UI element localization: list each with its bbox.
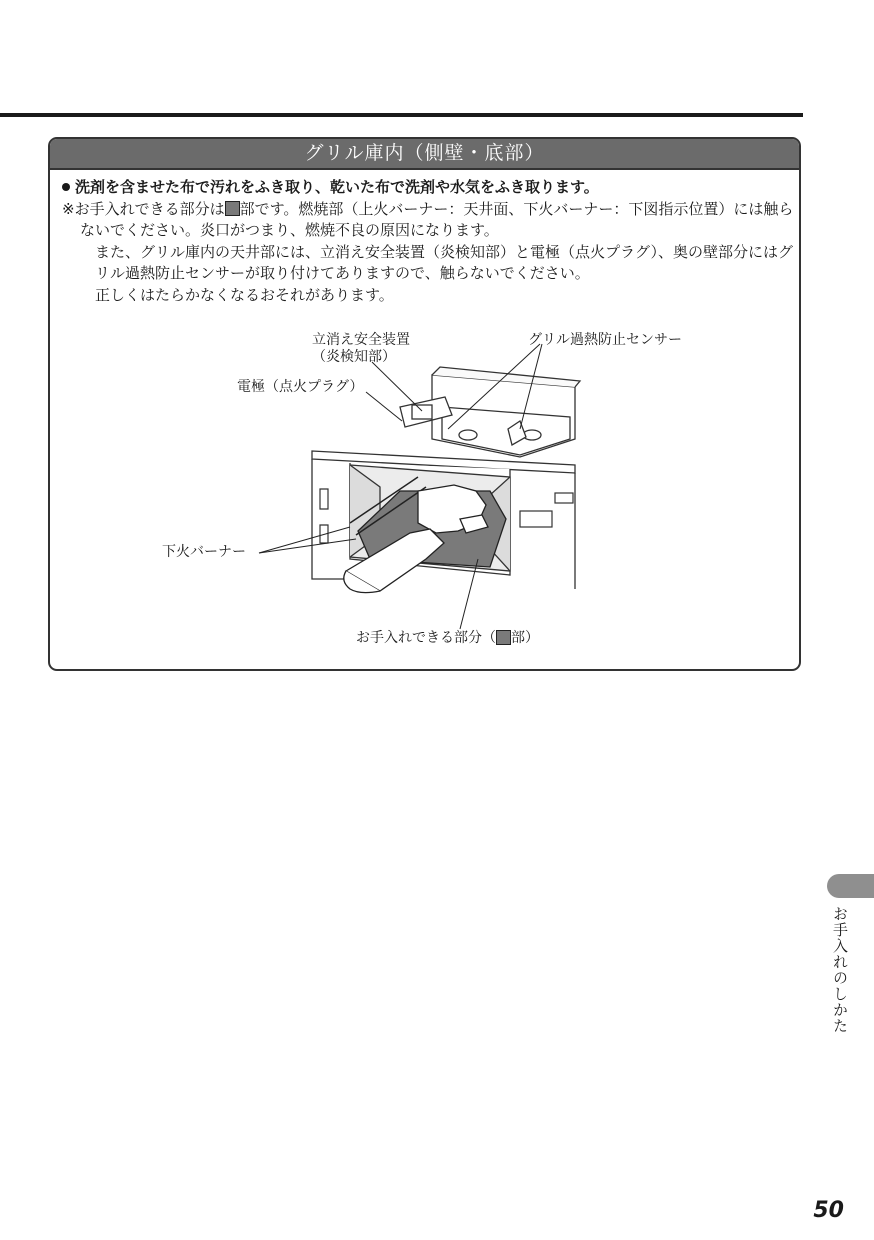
label-cleanable-before: お手入れできる部分（ <box>356 630 496 646</box>
label-cleanable-after: 部） <box>511 630 539 646</box>
grill-top-structure <box>400 367 580 457</box>
label-lower-burner: 下火バーナー <box>162 544 246 560</box>
grill-cleaning-illustration <box>50 139 801 671</box>
label-overheat-sensor: グリル過熱防止センサー <box>528 332 682 348</box>
label-flame-safety-line1: 立消え安全装置 <box>312 332 410 348</box>
label-cleanable-area <box>356 630 539 647</box>
label-electrode: 電極（点火プラグ） <box>237 379 364 395</box>
note-text-before-swatch: ※お手入れできる部分は <box>62 199 225 218</box>
note-line-2: また、グリル庫内の天井部には、立消え安全装置（炎検知部）と電極（点火プラグ）、奥の壁部分にはグリル過熱防止センサーが取り付けてありますので、触らないでください。 <box>95 242 793 282</box>
grill-interior-panel <box>48 137 801 671</box>
flame-safety-leader <box>372 362 422 411</box>
bullet-text: 洗剤を含ませた布で汚れをふき取り、乾いた布で洗剤や水気をふき取ります。 <box>75 178 599 196</box>
section-title: グリル庫内（側壁・底部） <box>50 139 799 170</box>
electrode-leader <box>366 392 402 421</box>
side-tab-label: お手入れのしかた <box>831 906 849 1034</box>
label-flame-safety <box>312 332 410 366</box>
label-flame-safety-line2: （炎検知部） <box>312 349 396 365</box>
top-rule <box>0 113 803 117</box>
page-number: 50 <box>813 1198 844 1223</box>
gray-swatch-icon <box>496 630 511 645</box>
note-text-after-swatch: 部です。燃焼部（上火バーナー：天井面、下火バーナー：下図指示位置）には触らないでください。炎口がつまり、燃焼不良の原因になります。 <box>80 199 794 239</box>
side-tab <box>827 874 874 898</box>
note-line-3: 正しくはたらかなくなるおそれがあります。 <box>95 285 394 304</box>
lower-burner-leader-2 <box>259 539 356 553</box>
